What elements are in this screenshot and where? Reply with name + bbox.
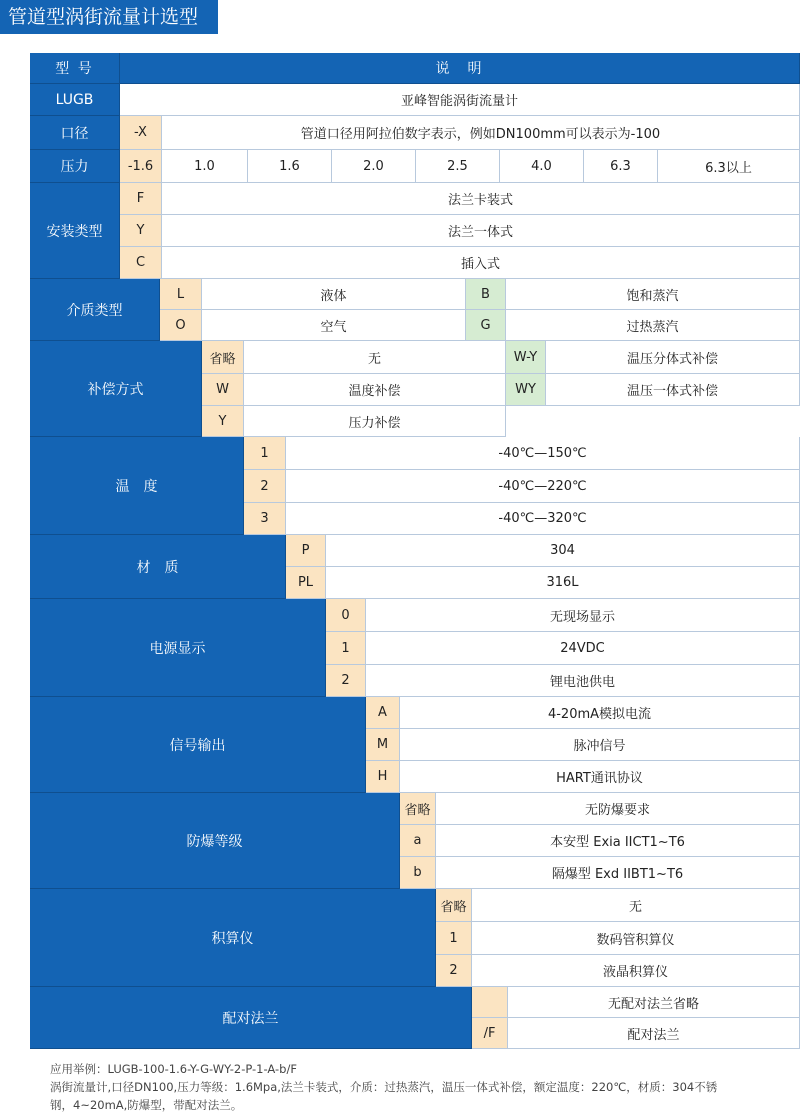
totalizer-code: 1 xyxy=(436,922,472,955)
signal-desc: HART通讯协议 xyxy=(400,761,800,793)
medium-desc: 液体 xyxy=(202,279,466,310)
power-code: 2 xyxy=(326,665,366,697)
compensation-desc-2: 温压一体式补偿 xyxy=(546,374,800,406)
totalizer-desc: 数码管积算仪 xyxy=(472,922,800,955)
install-desc: 法兰一体式 xyxy=(162,215,800,247)
material-code: P xyxy=(286,535,326,567)
temperature-code: 1 xyxy=(244,437,286,470)
medium-code-2: B xyxy=(466,279,506,310)
example-explanation-cont: 钢，4~20mA,防爆型，带配对法兰。 xyxy=(50,1098,243,1112)
totalizer-desc: 液晶积算仪 xyxy=(472,955,800,987)
diameter-code: -X xyxy=(120,116,162,150)
pressure-value: 4.0 xyxy=(500,150,584,183)
page-title: 管道型涡街流量计选型 xyxy=(0,0,218,34)
signal-code: A xyxy=(366,697,400,729)
flange-code: /F xyxy=(472,1018,508,1049)
pressure-value: -1.6 xyxy=(120,150,162,183)
explosion-desc: 隔爆型 Exd IIBT1~T6 xyxy=(436,857,800,889)
totalizer-code: 省略 xyxy=(436,889,472,922)
flange-code xyxy=(472,987,508,1018)
compensation-code: Y xyxy=(202,406,244,437)
medium-desc-2: 过热蒸汽 xyxy=(506,310,800,341)
example-line: 应用举例：LUGB-100-1.6-Y-G-WY-2-P-1-A-b/F xyxy=(50,1062,297,1076)
install-code: C xyxy=(120,247,162,279)
row-label-explosion: 防爆等级 xyxy=(30,793,400,889)
totalizer-desc: 无 xyxy=(472,889,800,922)
header-description: 说 明 xyxy=(120,53,800,84)
medium-code-2: G xyxy=(466,310,506,341)
pressure-value: 6.3 xyxy=(584,150,658,183)
power-desc: 锂电池供电 xyxy=(366,665,800,697)
temperature-desc: -40℃—220℃ xyxy=(286,470,800,503)
row-label-compensation: 补偿方式 xyxy=(30,341,202,437)
row-label-medium: 介质类型 xyxy=(30,279,160,341)
power-desc: 24VDC xyxy=(366,632,800,665)
medium-desc-2: 饱和蒸汽 xyxy=(506,279,800,310)
row-label-lugb: LUGB xyxy=(30,84,120,116)
row-label-install: 安装类型 xyxy=(30,183,120,279)
row-label-temperature: 温 度 xyxy=(30,437,244,535)
temperature-desc: -40℃—150℃ xyxy=(286,437,800,470)
explosion-code: a xyxy=(400,825,436,857)
power-code: 1 xyxy=(326,632,366,665)
compensation-code: W xyxy=(202,374,244,406)
explosion-desc: 无防爆要求 xyxy=(436,793,800,825)
pressure-value: 1.0 xyxy=(162,150,248,183)
row-label-diameter: 口径 xyxy=(30,116,120,150)
row-label-flange: 配对法兰 xyxy=(30,987,472,1049)
pressure-value: 2.5 xyxy=(416,150,500,183)
install-code: Y xyxy=(120,215,162,247)
compensation-code-2: WY xyxy=(506,374,546,406)
compensation-code-2: W-Y xyxy=(506,341,546,374)
row-label-power: 电源显示 xyxy=(30,599,326,697)
pressure-value: 6.3以上 xyxy=(658,150,800,183)
explosion-desc: 本安型 Exia IICT1~T6 xyxy=(436,825,800,857)
example-explanation: 涡街流量计,口径DN100,压力等级：1.6Mpa,法兰卡装式，介质：过热蒸汽，温压一体式补偿，额定温度：220℃，材质：304不锈 xyxy=(50,1080,718,1094)
compensation-desc: 压力补偿 xyxy=(244,406,506,437)
medium-code: O xyxy=(160,310,202,341)
pressure-value: 2.0 xyxy=(332,150,416,183)
medium-desc: 空气 xyxy=(202,310,466,341)
pressure-value: 1.6 xyxy=(248,150,332,183)
totalizer-code: 2 xyxy=(436,955,472,987)
power-code: 0 xyxy=(326,599,366,632)
signal-desc: 4-20mA模拟电流 xyxy=(400,697,800,729)
medium-code: L xyxy=(160,279,202,310)
diameter-desc: 管道口径用阿拉伯数字表示，例如DN100mm可以表示为-100 xyxy=(162,116,800,150)
compensation-desc: 无 xyxy=(244,341,506,374)
flange-desc: 配对法兰 xyxy=(508,1018,800,1049)
explosion-code: 省略 xyxy=(400,793,436,825)
install-desc: 插入式 xyxy=(162,247,800,279)
lugb-desc: 亚峰智能涡街流量计 xyxy=(120,84,800,116)
temperature-code: 3 xyxy=(244,503,286,535)
material-desc: 316L xyxy=(326,567,800,599)
compensation-code: 省略 xyxy=(202,341,244,374)
row-label-signal: 信号输出 xyxy=(30,697,366,793)
temperature-code: 2 xyxy=(244,470,286,503)
material-desc: 304 xyxy=(326,535,800,567)
signal-code: M xyxy=(366,729,400,761)
header-model: 型 号 xyxy=(30,53,120,84)
row-label-pressure: 压力 xyxy=(30,150,120,183)
flange-desc: 无配对法兰省略 xyxy=(508,987,800,1018)
signal-desc: 脉冲信号 xyxy=(400,729,800,761)
power-desc: 无现场显示 xyxy=(366,599,800,632)
compensation-desc: 温度补偿 xyxy=(244,374,506,406)
material-code: PL xyxy=(286,567,326,599)
install-code: F xyxy=(120,183,162,215)
signal-code: H xyxy=(366,761,400,793)
temperature-desc: -40℃—320℃ xyxy=(286,503,800,535)
compensation-desc-2: 温压分体式补偿 xyxy=(546,341,800,374)
explosion-code: b xyxy=(400,857,436,889)
row-label-totalizer: 积算仪 xyxy=(30,889,436,987)
row-label-material: 材 质 xyxy=(30,535,286,599)
install-desc: 法兰卡装式 xyxy=(162,183,800,215)
